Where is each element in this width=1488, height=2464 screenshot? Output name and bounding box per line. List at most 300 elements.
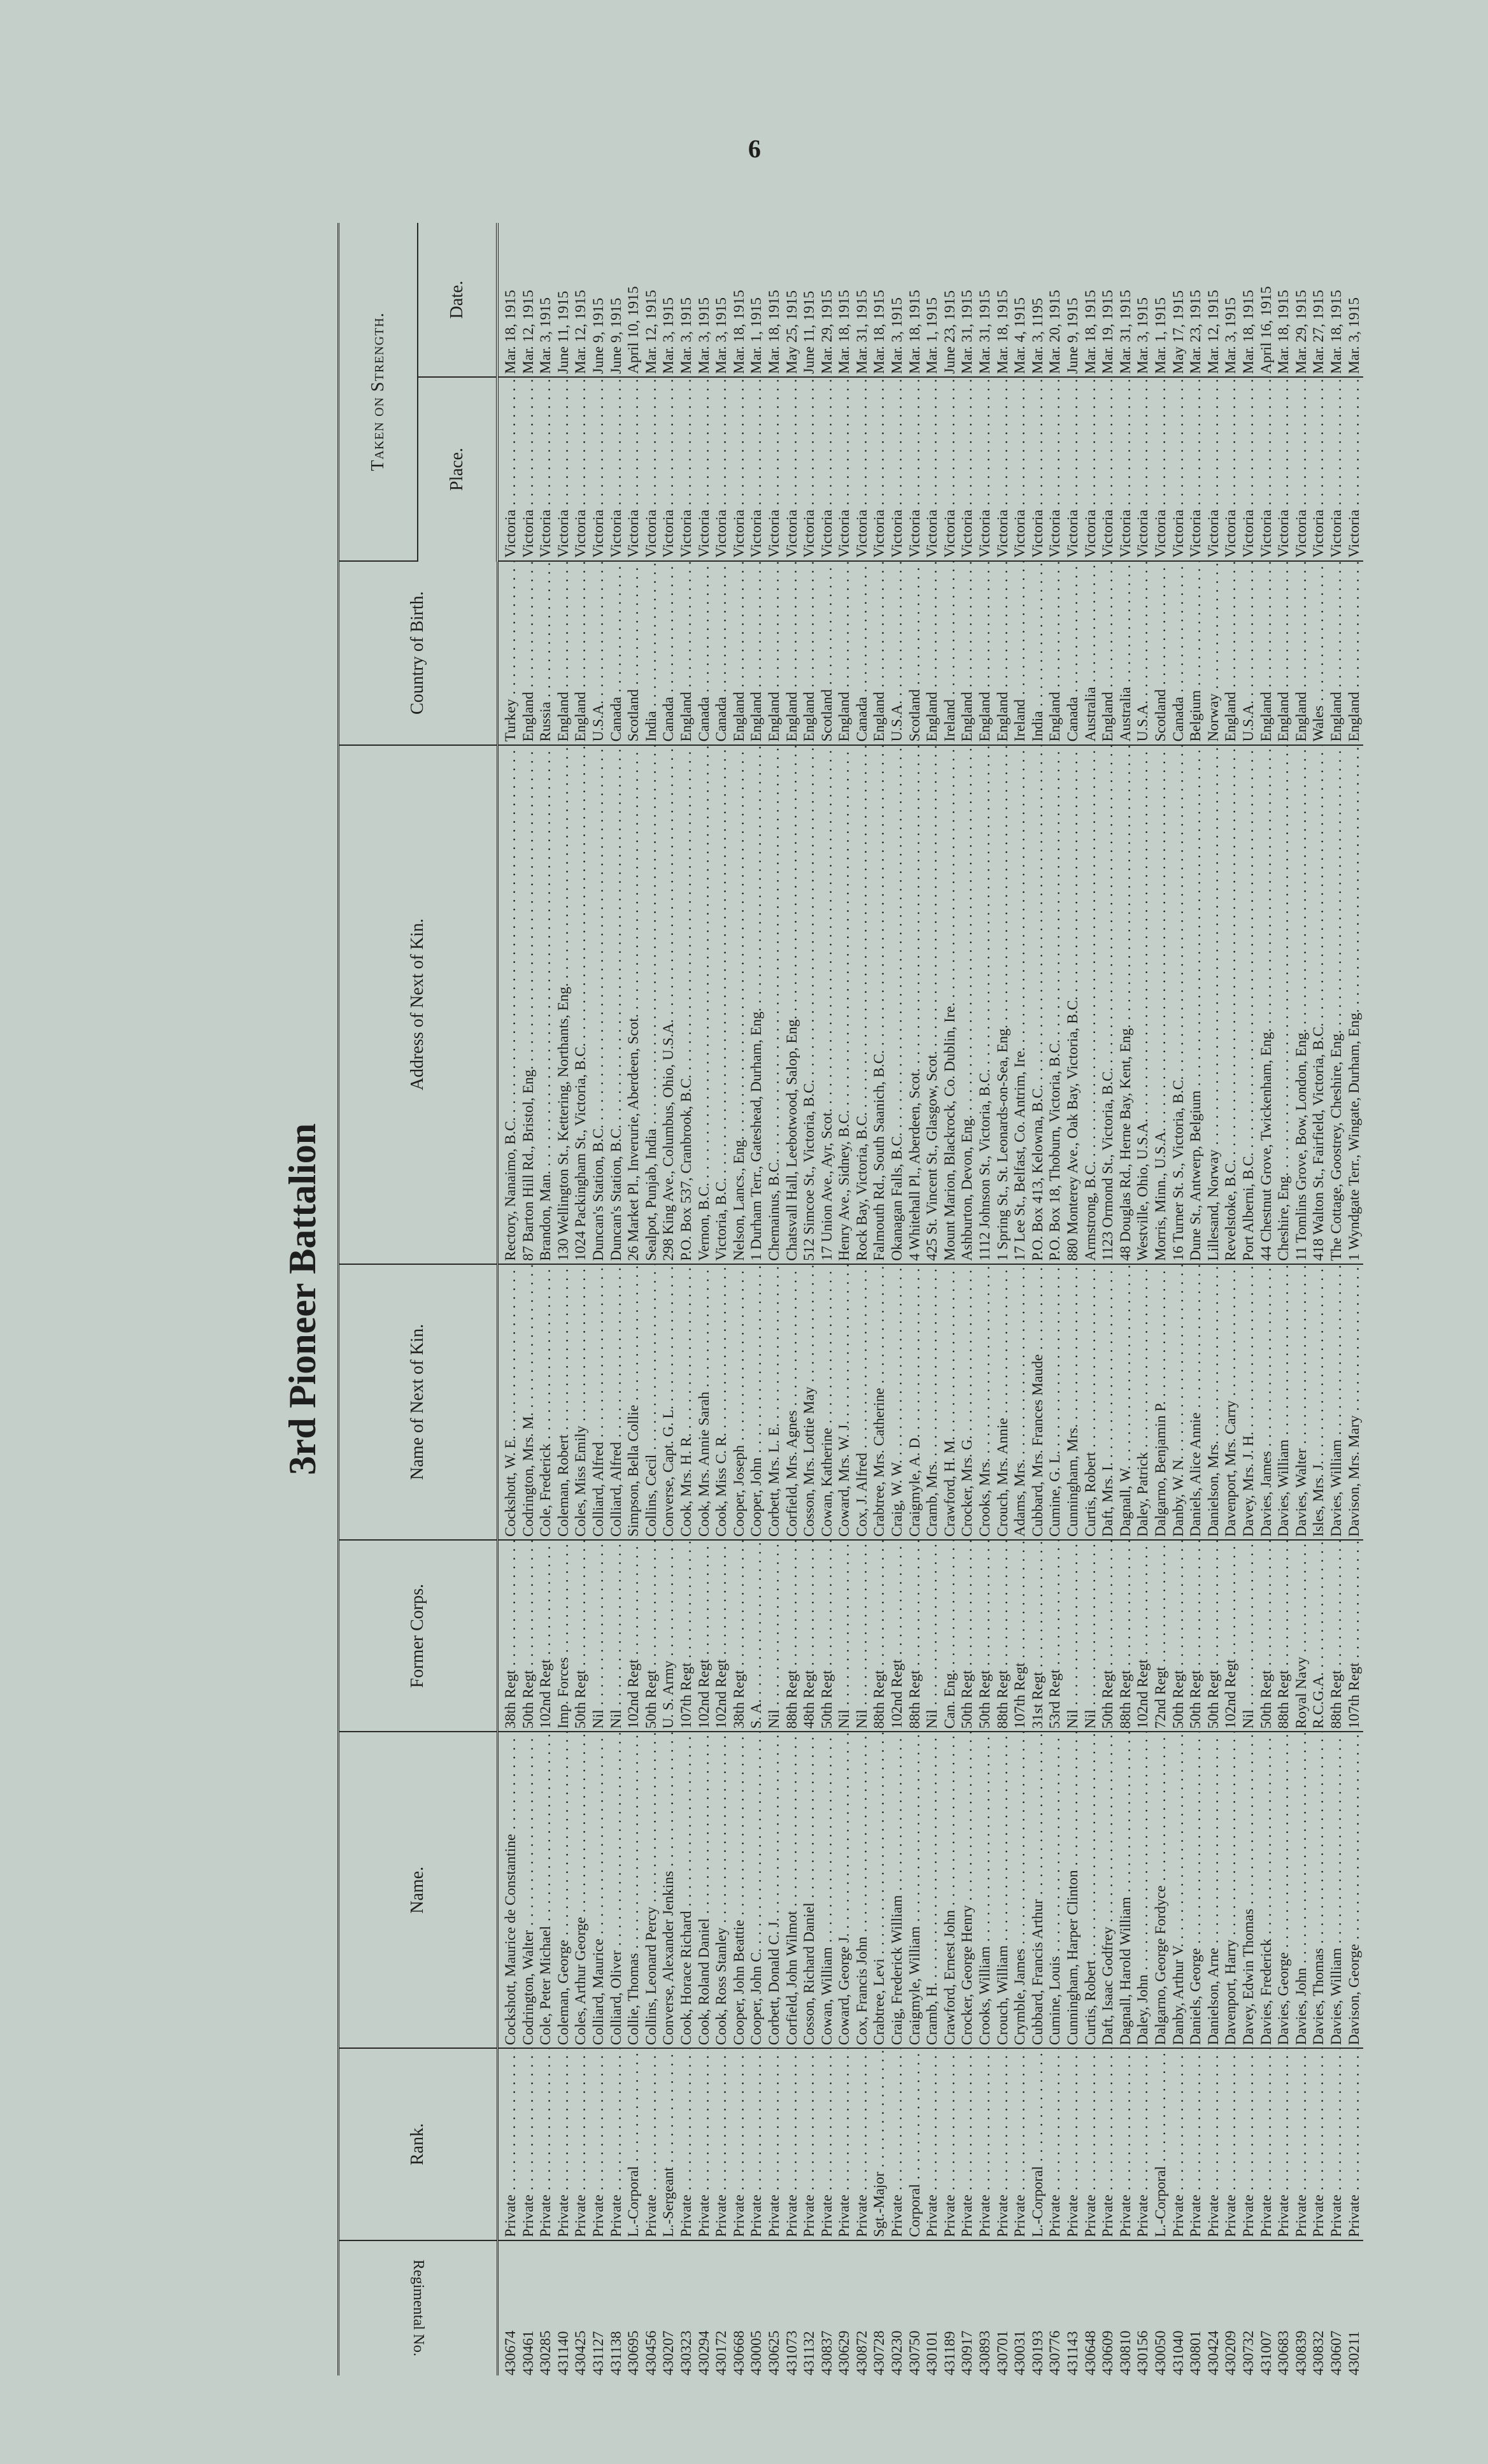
- table-row: [959, 223, 977, 2375]
- header-taken-on-strength: Taken on Strength.: [339, 223, 418, 561]
- table-header: [339, 223, 498, 2375]
- country-text: Russia . . .: [537, 561, 554, 742]
- address-text: The Cottage, Goostrey, Cheshire, Eng. . . .: [1328, 745, 1345, 1261]
- country-text: Ireland . . .: [1012, 561, 1028, 742]
- cell-regimental-no: [1222, 2240, 1240, 2375]
- next-of-kin-text: Corbett, Mrs. L. E. . . .: [766, 1264, 783, 1537]
- former-corps-text: 38th Regt . . .: [502, 1540, 519, 1728]
- cell-regimental-no: [959, 2240, 977, 2375]
- country-text: U.S.A. . . .: [889, 561, 905, 742]
- country-text: Canada . . .: [696, 561, 712, 742]
- cell-date: [608, 223, 626, 377]
- name-text: Coward, George J. . . .: [836, 1732, 853, 2045]
- cell-regimental-no: [572, 2240, 590, 2375]
- cell-next-of-kin: [1328, 1264, 1346, 1540]
- name-text: Crooks, William . . .: [977, 1732, 993, 2045]
- cell-country: [1187, 561, 1205, 745]
- table-row: [924, 223, 942, 2375]
- next-of-kin-text: Cox, J. Alfred . . .: [854, 1264, 870, 1537]
- cell-former-corps: [520, 1540, 538, 1732]
- regimental-no-text: 430695: [625, 2330, 642, 2375]
- cell-address: [854, 745, 872, 1264]
- regimental-no-text: 431138: [607, 2331, 625, 2375]
- table-row: [537, 223, 555, 2375]
- cell-former-corps: [766, 1540, 784, 1732]
- table-row: [678, 223, 696, 2375]
- cell-country: [995, 561, 1012, 745]
- regimental-no-text: 430750: [906, 2330, 923, 2375]
- name-text: Davies, John . . .: [1293, 1732, 1310, 2045]
- next-of-kin-text: Craigmyle, A. D. . . .: [907, 1264, 923, 1537]
- cell-regimental-no: [1293, 2240, 1311, 2375]
- date-text: June 11, 1915: [555, 290, 572, 374]
- cell-date: [537, 223, 555, 377]
- former-corps-text: Nil . . .: [836, 1540, 853, 1728]
- cell-name: [1328, 1732, 1346, 2048]
- cell-date: [1030, 223, 1047, 377]
- next-of-kin-text: Dalgarno, Benjamin P. . . .: [1152, 1264, 1169, 1537]
- cell-address: [836, 745, 854, 1264]
- table-row: [1222, 223, 1240, 2375]
- cell-country: [572, 561, 590, 745]
- rank-text: Private . . .: [1082, 2048, 1099, 2237]
- place-text: Victoria . . .: [1222, 377, 1239, 558]
- rank-text: Private . . .: [942, 2048, 958, 2237]
- rank-text: Private . . .: [1187, 2048, 1204, 2237]
- place-text: Victoria . . .: [1100, 377, 1116, 558]
- cell-date: [819, 223, 837, 377]
- cell-regimental-no: [1117, 2240, 1135, 2375]
- cell-regimental-no: [608, 2240, 626, 2375]
- cell-rank: [748, 2048, 766, 2240]
- cell-next-of-kin: [942, 1264, 960, 1540]
- cell-former-corps: [1047, 1540, 1065, 1732]
- rank-text: Private . . .: [696, 2048, 712, 2237]
- country-text: England . . .: [871, 561, 888, 742]
- next-of-kin-text: Daft, Mrs. I. . . .: [1100, 1264, 1116, 1537]
- cell-former-corps: [748, 1540, 766, 1732]
- cell-date: [1240, 223, 1258, 377]
- regimental-no-text: 430893: [977, 2330, 994, 2375]
- next-of-kin-text: Davies, Walter . . .: [1293, 1264, 1310, 1537]
- cell-place: [660, 377, 678, 561]
- cell-country: [1310, 561, 1328, 745]
- regimental-no-text: 430424: [1205, 2330, 1222, 2375]
- rank-text: Private . . .: [1240, 2048, 1257, 2237]
- cell-name: [907, 1732, 925, 2048]
- country-text: England . . .: [748, 561, 765, 742]
- regimental-no-text: 430872: [853, 2330, 870, 2375]
- cell-regimental-no: [1275, 2240, 1293, 2375]
- country-text: England . . .: [924, 561, 940, 742]
- regimental-no-text: 430728: [871, 2330, 888, 2375]
- cell-date: [590, 223, 608, 377]
- regimental-no-text: 430839: [1293, 2330, 1310, 2375]
- rank-text: Private . . .: [977, 2048, 993, 2237]
- cell-address: [801, 745, 819, 1264]
- table-row: [497, 223, 520, 2375]
- date-text: Mar. 3, 1915: [1345, 297, 1363, 374]
- cell-place: [555, 377, 573, 561]
- country-text: Canada . . .: [713, 561, 730, 742]
- address-text: P.O. Box 413, Kelowna, B.C. . . .: [1030, 745, 1046, 1261]
- next-of-kin-text: Daniels, Alice Annie . . .: [1187, 1264, 1204, 1537]
- cell-former-corps: [836, 1540, 854, 1732]
- former-corps-text: 107th Regt . . .: [678, 1540, 695, 1728]
- cell-regimental-no: [555, 2240, 573, 2375]
- address-text: Victoria, B.C. . . .: [713, 745, 730, 1261]
- cell-former-corps: [784, 1540, 802, 1732]
- next-of-kin-text: Dagnall, W. . . .: [1117, 1264, 1134, 1537]
- regimental-no-text: 430294: [695, 2330, 712, 2375]
- cell-country: [497, 561, 520, 745]
- table-row: [1082, 223, 1100, 2375]
- cell-rank: [819, 2048, 837, 2240]
- cell-next-of-kin: [1310, 1264, 1328, 1540]
- cell-country: [977, 561, 995, 745]
- cell-regimental-no: [942, 2240, 960, 2375]
- cell-rank: [713, 2048, 731, 2240]
- regimental-no-text: 430031: [1012, 2330, 1029, 2375]
- cell-name: [889, 1732, 907, 2048]
- cell-address: [766, 745, 784, 1264]
- rank-text: Private . . .: [555, 2048, 572, 2237]
- former-corps-text: 53rd Regt . . .: [1047, 1540, 1063, 1728]
- country-text: England . . .: [1047, 561, 1063, 742]
- cell-address: [977, 745, 995, 1264]
- cell-date: [572, 223, 590, 377]
- name-text: Corbett, Donald C. J. . . .: [766, 1732, 783, 2045]
- cell-country: [678, 561, 696, 745]
- table-row: [1187, 223, 1205, 2375]
- cell-place: [625, 377, 643, 561]
- cell-rank: [1310, 2048, 1328, 2240]
- next-of-kin-text: Cunningham, Mrs. . . .: [1065, 1264, 1081, 1537]
- cell-rank: [1012, 2048, 1030, 2240]
- cell-date: [1258, 223, 1276, 377]
- cell-next-of-kin: [1135, 1264, 1152, 1540]
- next-of-kin-text: Codrington, Mrs. M. . . .: [520, 1264, 537, 1537]
- cell-place: [784, 377, 802, 561]
- cell-next-of-kin: [819, 1264, 837, 1540]
- cell-former-corps: [678, 1540, 696, 1732]
- former-corps-text: Nil . . .: [608, 1540, 625, 1728]
- date-text: Mar. 12, 1915: [642, 290, 660, 374]
- cell-country: [766, 561, 784, 745]
- cell-name: [1258, 1732, 1276, 2048]
- cell-next-of-kin: [1240, 1264, 1258, 1540]
- cell-country: [1275, 561, 1293, 745]
- rank-text: Private . . .: [731, 2048, 748, 2237]
- date-text: Mar. 29, 1915: [818, 290, 835, 374]
- country-text: Scotland . . .: [819, 561, 835, 742]
- page-title: 3rd Pioneer Battalion: [281, 1123, 323, 1476]
- date-text: Mar. 3, 1915: [1222, 297, 1240, 374]
- cell-place: [1065, 377, 1082, 561]
- cell-place: [1275, 377, 1293, 561]
- former-corps-text: Nil . . .: [590, 1540, 607, 1728]
- cell-regimental-no: [678, 2240, 696, 2375]
- rank-text: Private . . .: [1310, 2048, 1327, 2237]
- next-of-kin-text: Cole, Frederick . . .: [537, 1264, 554, 1537]
- cell-former-corps: [1205, 1540, 1223, 1732]
- address-text: 44 Chestnut Grove, Twickenham, Eng. . . .: [1258, 745, 1275, 1261]
- date-text: Mar. 1, 1915: [748, 297, 765, 374]
- cell-date: [696, 223, 714, 377]
- next-of-kin-text: Cramb, Mrs. . . .: [924, 1264, 940, 1537]
- next-of-kin-text: Collins, Cecil . . .: [643, 1264, 660, 1537]
- table-row: [572, 223, 590, 2375]
- cell-former-corps: [1310, 1540, 1328, 1732]
- cell-former-corps: [1100, 1540, 1117, 1732]
- cell-rank: [977, 2048, 995, 2240]
- former-corps-text: Nil . . .: [854, 1540, 870, 1728]
- cell-place: [1117, 377, 1135, 561]
- cell-rank: [590, 2048, 608, 2240]
- cell-next-of-kin: [836, 1264, 854, 1540]
- cell-place: [766, 377, 784, 561]
- cell-name: [1187, 1732, 1205, 2048]
- address-text: 87 Barton Hill Rd., Bristol, Eng. . . .: [520, 745, 537, 1261]
- place-text: Victoria . . .: [678, 377, 695, 558]
- place-text: Victoria . . .: [1187, 377, 1204, 558]
- rank-text: Private . . .: [766, 2048, 783, 2237]
- date-text: Mar. 3, 1915: [537, 297, 555, 374]
- place-text: Victoria . . .: [748, 377, 765, 558]
- date-text: Mar. 18, 1915: [906, 290, 923, 374]
- regimental-no-text: 430837: [818, 2330, 835, 2375]
- cell-date: [784, 223, 802, 377]
- next-of-kin-text: Cook, Miss C. R. . . .: [713, 1264, 730, 1537]
- cell-address: [1310, 745, 1328, 1264]
- cell-next-of-kin: [766, 1264, 784, 1540]
- cell-address: [1205, 745, 1223, 1264]
- rank-text: Private . . .: [1293, 2048, 1310, 2237]
- cell-place: [1012, 377, 1030, 561]
- cell-regimental-no: [801, 2240, 819, 2375]
- cell-next-of-kin: [1065, 1264, 1082, 1540]
- address-text: 26 Market Pl., Inverurie, Aberdeen, Scot. . . .: [625, 745, 642, 1261]
- address-text: 4 Whitehall Pl., Aberdeen, Scot. . . .: [907, 745, 923, 1261]
- cell-name: [1152, 1732, 1170, 2048]
- cell-former-corps: [1240, 1540, 1258, 1732]
- cell-name: [959, 1732, 977, 2048]
- place-text: Victoria . . .: [854, 377, 870, 558]
- cell-address: [889, 745, 907, 1264]
- cell-former-corps: [713, 1540, 731, 1732]
- cell-regimental-no: [907, 2240, 925, 2375]
- cell-next-of-kin: [1258, 1264, 1276, 1540]
- address-text: 1 Wyndgate Terr., Wingate, Durham, Eng. . . .: [1346, 745, 1363, 1261]
- name-text: Cramb, H. . . .: [924, 1732, 940, 2045]
- cell-name: [836, 1732, 854, 2048]
- cell-regimental-no: [1135, 2240, 1152, 2375]
- cell-place: [871, 377, 889, 561]
- former-corps-text: 88th Regt . . .: [784, 1540, 800, 1728]
- regimental-no-text: 431132: [801, 2331, 818, 2375]
- cell-former-corps: [1065, 1540, 1082, 1732]
- cell-date: [1117, 223, 1135, 377]
- cell-date: [1310, 223, 1328, 377]
- cell-place: [696, 377, 714, 561]
- cell-rank: [1328, 2048, 1346, 2240]
- cell-country: [1012, 561, 1030, 745]
- next-of-kin-text: Crabtree, Mrs. Catherine . . .: [871, 1264, 888, 1537]
- regimental-no-text: 430101: [924, 2330, 941, 2375]
- cell-next-of-kin: [1293, 1264, 1311, 1540]
- country-text: England . . .: [801, 561, 818, 742]
- cell-place: [907, 377, 925, 561]
- cell-date: [625, 223, 643, 377]
- cell-date: [678, 223, 696, 377]
- regimental-no-text: 430172: [713, 2330, 730, 2375]
- cell-place: [713, 377, 731, 561]
- cell-address: [608, 745, 626, 1264]
- cell-regimental-no: [1187, 2240, 1205, 2375]
- cell-date: [1222, 223, 1240, 377]
- place-text: Victoria . . .: [836, 377, 853, 558]
- cell-country: [1117, 561, 1135, 745]
- cell-rank: [1082, 2048, 1100, 2240]
- header-rank: Rank.: [339, 2048, 498, 2240]
- cell-former-corps: [1135, 1540, 1152, 1732]
- cell-former-corps: [1293, 1540, 1311, 1732]
- rank-text: Private . . .: [1135, 2048, 1151, 2237]
- cell-rank: [520, 2048, 538, 2240]
- cell-country: [1047, 561, 1065, 745]
- next-of-kin-text: Curtis, Robert . . .: [1082, 1264, 1099, 1537]
- name-text: Davies, Frederick . . .: [1258, 1732, 1275, 2045]
- cell-next-of-kin: [748, 1264, 766, 1540]
- cell-address: [1135, 745, 1152, 1264]
- former-corps-text: 88th Regt . . .: [907, 1540, 923, 1728]
- former-corps-text: 88th Regt . . .: [1328, 1540, 1345, 1728]
- address-text: 512 Simcoe St., Victoria, B.C. . . .: [801, 745, 818, 1261]
- country-text: Canada . . .: [660, 561, 677, 742]
- place-text: Victoria . . .: [1328, 377, 1345, 558]
- table-row: [1100, 223, 1117, 2375]
- cell-next-of-kin: [889, 1264, 907, 1540]
- cell-date: [1152, 223, 1170, 377]
- cell-regimental-no: [1152, 2240, 1170, 2375]
- cell-address: [1065, 745, 1082, 1264]
- former-corps-text: Nil . . .: [1240, 1540, 1257, 1728]
- place-text: Victoria . . .: [713, 377, 730, 558]
- cell-address: [1117, 745, 1135, 1264]
- regimental-no-text: 430209: [1222, 2330, 1240, 2375]
- cell-name: [766, 1732, 784, 2048]
- place-text: Victoria . . .: [801, 377, 818, 558]
- cell-address: [1222, 745, 1240, 1264]
- cell-rank: [625, 2048, 643, 2240]
- cell-place: [977, 377, 995, 561]
- cell-former-corps: [1170, 1540, 1188, 1732]
- cell-next-of-kin: [497, 1264, 520, 1540]
- rank-text: Corporal . . .: [907, 2048, 923, 2237]
- cell-date: [1100, 223, 1117, 377]
- address-text: Rock Bay, Victoria, B.C. . . .: [854, 745, 870, 1261]
- cell-date: [1205, 223, 1223, 377]
- regimental-no-text: 430674: [502, 2330, 519, 2375]
- header-regimental-no: Regimental No.: [409, 2260, 427, 2357]
- cell-address: [748, 745, 766, 1264]
- cell-rank: [1240, 2048, 1258, 2240]
- next-of-kin-text: Crocker, Mrs. G. . . .: [959, 1264, 975, 1537]
- place-text: Victoria . . .: [643, 377, 660, 558]
- cell-next-of-kin: [1047, 1264, 1065, 1540]
- cell-name: [995, 1732, 1012, 2048]
- table-row: [1135, 223, 1152, 2375]
- date-text: April 10, 1915: [625, 286, 642, 374]
- regimental-no-text: 430607: [1328, 2330, 1345, 2375]
- name-text: Cunningham, Harper Clinton . . .: [1065, 1732, 1081, 2045]
- table-row: [1293, 223, 1311, 2375]
- regimental-no-text: 430701: [994, 2330, 1011, 2375]
- cell-next-of-kin: [1205, 1264, 1223, 1540]
- rank-text: Private . . .: [1047, 2048, 1063, 2237]
- cell-date: [766, 223, 784, 377]
- name-text: Davies, William . . .: [1328, 1732, 1345, 2045]
- country-text: England . . .: [977, 561, 993, 742]
- cell-address: [1328, 745, 1346, 1264]
- cell-next-of-kin: [555, 1264, 573, 1540]
- cell-date: [1012, 223, 1030, 377]
- cell-rank: [924, 2048, 942, 2240]
- cell-rank: [660, 2048, 678, 2240]
- cell-regimental-no: [537, 2240, 555, 2375]
- address-text: Westville, Ohio, U.S.A. . . .: [1135, 745, 1151, 1261]
- table-row: [871, 223, 889, 2375]
- rank-text: Private . . .: [1117, 2048, 1134, 2237]
- cell-place: [1222, 377, 1240, 561]
- former-corps-text: 102nd Regt . . .: [696, 1540, 712, 1728]
- rank-text: Private . . .: [748, 2048, 765, 2237]
- country-text: England . . .: [1328, 561, 1345, 742]
- country-text: Canada . . .: [1065, 561, 1081, 742]
- next-of-kin-text: Davey, Mrs. J. H. . . .: [1240, 1264, 1257, 1537]
- former-corps-text: 50th Regt . . .: [1170, 1540, 1187, 1728]
- cell-date: [871, 223, 889, 377]
- cell-address: [537, 745, 555, 1264]
- name-text: Craig, Frederick William . . .: [889, 1732, 905, 2045]
- cell-date: [836, 223, 854, 377]
- cell-place: [497, 377, 520, 561]
- regimental-no-text: 430207: [660, 2330, 677, 2375]
- cell-date: [1275, 223, 1293, 377]
- regimental-no-text: 431127: [590, 2331, 607, 2375]
- cell-regimental-no: [1328, 2240, 1346, 2375]
- cell-former-corps: [942, 1540, 960, 1732]
- cell-country: [854, 561, 872, 745]
- country-text: Scotland . . .: [625, 561, 642, 742]
- cell-former-corps: [995, 1540, 1012, 1732]
- cell-next-of-kin: [1117, 1264, 1135, 1540]
- cell-rank: [1135, 2048, 1152, 2240]
- cell-regimental-no: [696, 2240, 714, 2375]
- table-row: [713, 223, 731, 2375]
- cell-country: [1152, 561, 1170, 745]
- cell-place: [608, 377, 626, 561]
- date-text: Mar. 1, 1915: [1152, 297, 1169, 374]
- cell-date: [1346, 223, 1364, 377]
- regimental-no-text: 430801: [1187, 2330, 1205, 2375]
- cell-next-of-kin: [731, 1264, 749, 1540]
- cell-date: [854, 223, 872, 377]
- cell-date: [942, 223, 960, 377]
- cell-next-of-kin: [1030, 1264, 1047, 1540]
- cell-place: [854, 377, 872, 561]
- cell-regimental-no: [889, 2240, 907, 2375]
